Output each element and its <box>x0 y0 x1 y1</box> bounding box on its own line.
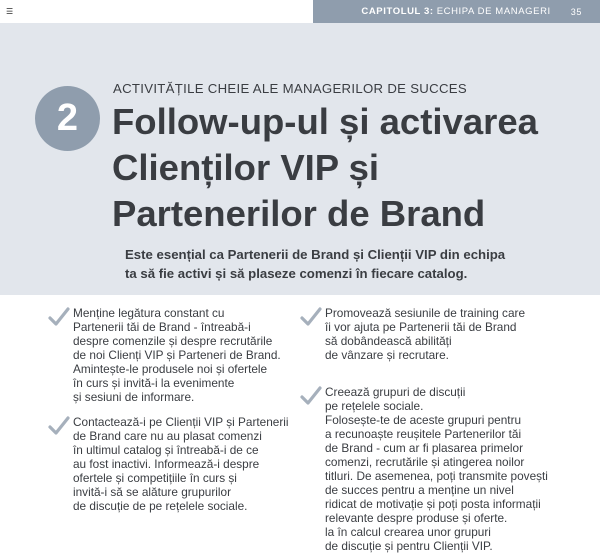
item-line: pe rețelele sociale. <box>325 399 424 413</box>
item-line: în curs și invită-i la evenimente <box>73 376 235 390</box>
item-line: de discuție de pe rețelele sociale. <box>73 499 248 513</box>
left-checklist <box>48 306 298 513</box>
item-line: au fost inactivi. Informează-i despre <box>73 457 260 471</box>
item-line: de noi Clienți VIP și Parteneri de Brand. <box>73 348 281 362</box>
item-line: de succes pentru a menține un nivel <box>325 483 514 497</box>
checklist-item <box>300 306 595 362</box>
section-title <box>112 99 538 237</box>
intro-line: ta să fie activi și să plaseze comenzi în fiecare catalog. <box>125 266 468 281</box>
item-line: ofertele și competițiile în curs și <box>73 471 237 485</box>
item-line: de discuție și pentru Clienții VIP. <box>325 539 493 553</box>
intro-line: Este esențial ca Partenerii de Brand și Clienții VIP din echipa <box>125 247 506 262</box>
checkmark-icon <box>300 385 322 407</box>
checkmark-icon <box>48 415 70 437</box>
item-line: Creează grupuri de discuții <box>325 385 466 399</box>
section-hero <box>0 23 600 295</box>
item-line: relevante despre produse și oferte. <box>325 511 508 525</box>
menu-icon[interactable]: ☰ <box>6 7 14 16</box>
item-line: a recunoaște reușitele Partenerilor tăi <box>325 427 522 441</box>
item-line: despre comenzile și despre recrutările <box>73 334 273 348</box>
item-line: în ultimul catalog și întreabă-i de ce <box>73 443 259 457</box>
step-number-badge: 2 <box>35 86 100 151</box>
item-line: Amintește-le produsele noi și ofertele <box>73 362 268 376</box>
item-line: comenzi, recrutările și atingerea noilor <box>325 455 525 469</box>
item-line: de Brand care nu au plasat comenzi <box>73 429 262 443</box>
chapter-header-bar <box>313 0 600 23</box>
intro-paragraph <box>125 245 525 283</box>
checklist-item <box>300 385 595 553</box>
item-line: ridicat de motivație și poți posta informații <box>325 497 541 511</box>
item-line: îi vor ajuta pe Partenerii tăi de Brand <box>325 320 517 334</box>
checkmark-icon <box>48 306 70 328</box>
section-kicker: ACTIVITĂȚILE CHEIE ALE MANAGERILOR DE SUCCES <box>113 81 467 96</box>
item-line: Folosește-te de aceste grupuri pentru <box>325 413 522 427</box>
item-line: de vânzare și recrutare. <box>325 348 449 362</box>
checkmark-icon <box>300 306 322 328</box>
checklist-item <box>48 306 298 404</box>
title-line: Partenerilor de Brand <box>112 193 486 234</box>
item-line: Contactează-i pe Clienții VIP și Partenerii <box>73 415 289 429</box>
item-line: Promovează sesiunile de training care <box>325 306 525 320</box>
item-line: invită-i să se alăture grupurilor <box>73 485 232 499</box>
checklist-item <box>48 415 298 513</box>
item-line: Partenerii tăi de Brand - întreabă-i <box>73 320 251 334</box>
right-checklist <box>300 306 595 553</box>
item-line: și sesiuni de informare. <box>73 390 195 404</box>
title-line: Clienților VIP și <box>112 147 380 188</box>
item-line: titluri. De asemenea, poți transmite povești <box>325 469 548 483</box>
item-line: Menține legătura constant cu <box>73 306 225 320</box>
title-line: Follow-up-ul și activarea <box>112 101 538 142</box>
page-number: 35 <box>570 6 582 17</box>
item-line: de Brand - cum ar fi plasarea primelor <box>325 441 524 455</box>
chapter-name: ECHIPA DE MANAGERI <box>436 6 551 17</box>
item-line: la în calcul crearea unor grupuri <box>325 525 491 539</box>
chapter-label: CAPITOLUL 3: <box>361 6 434 17</box>
item-line: să dobândească abilități <box>325 334 452 348</box>
